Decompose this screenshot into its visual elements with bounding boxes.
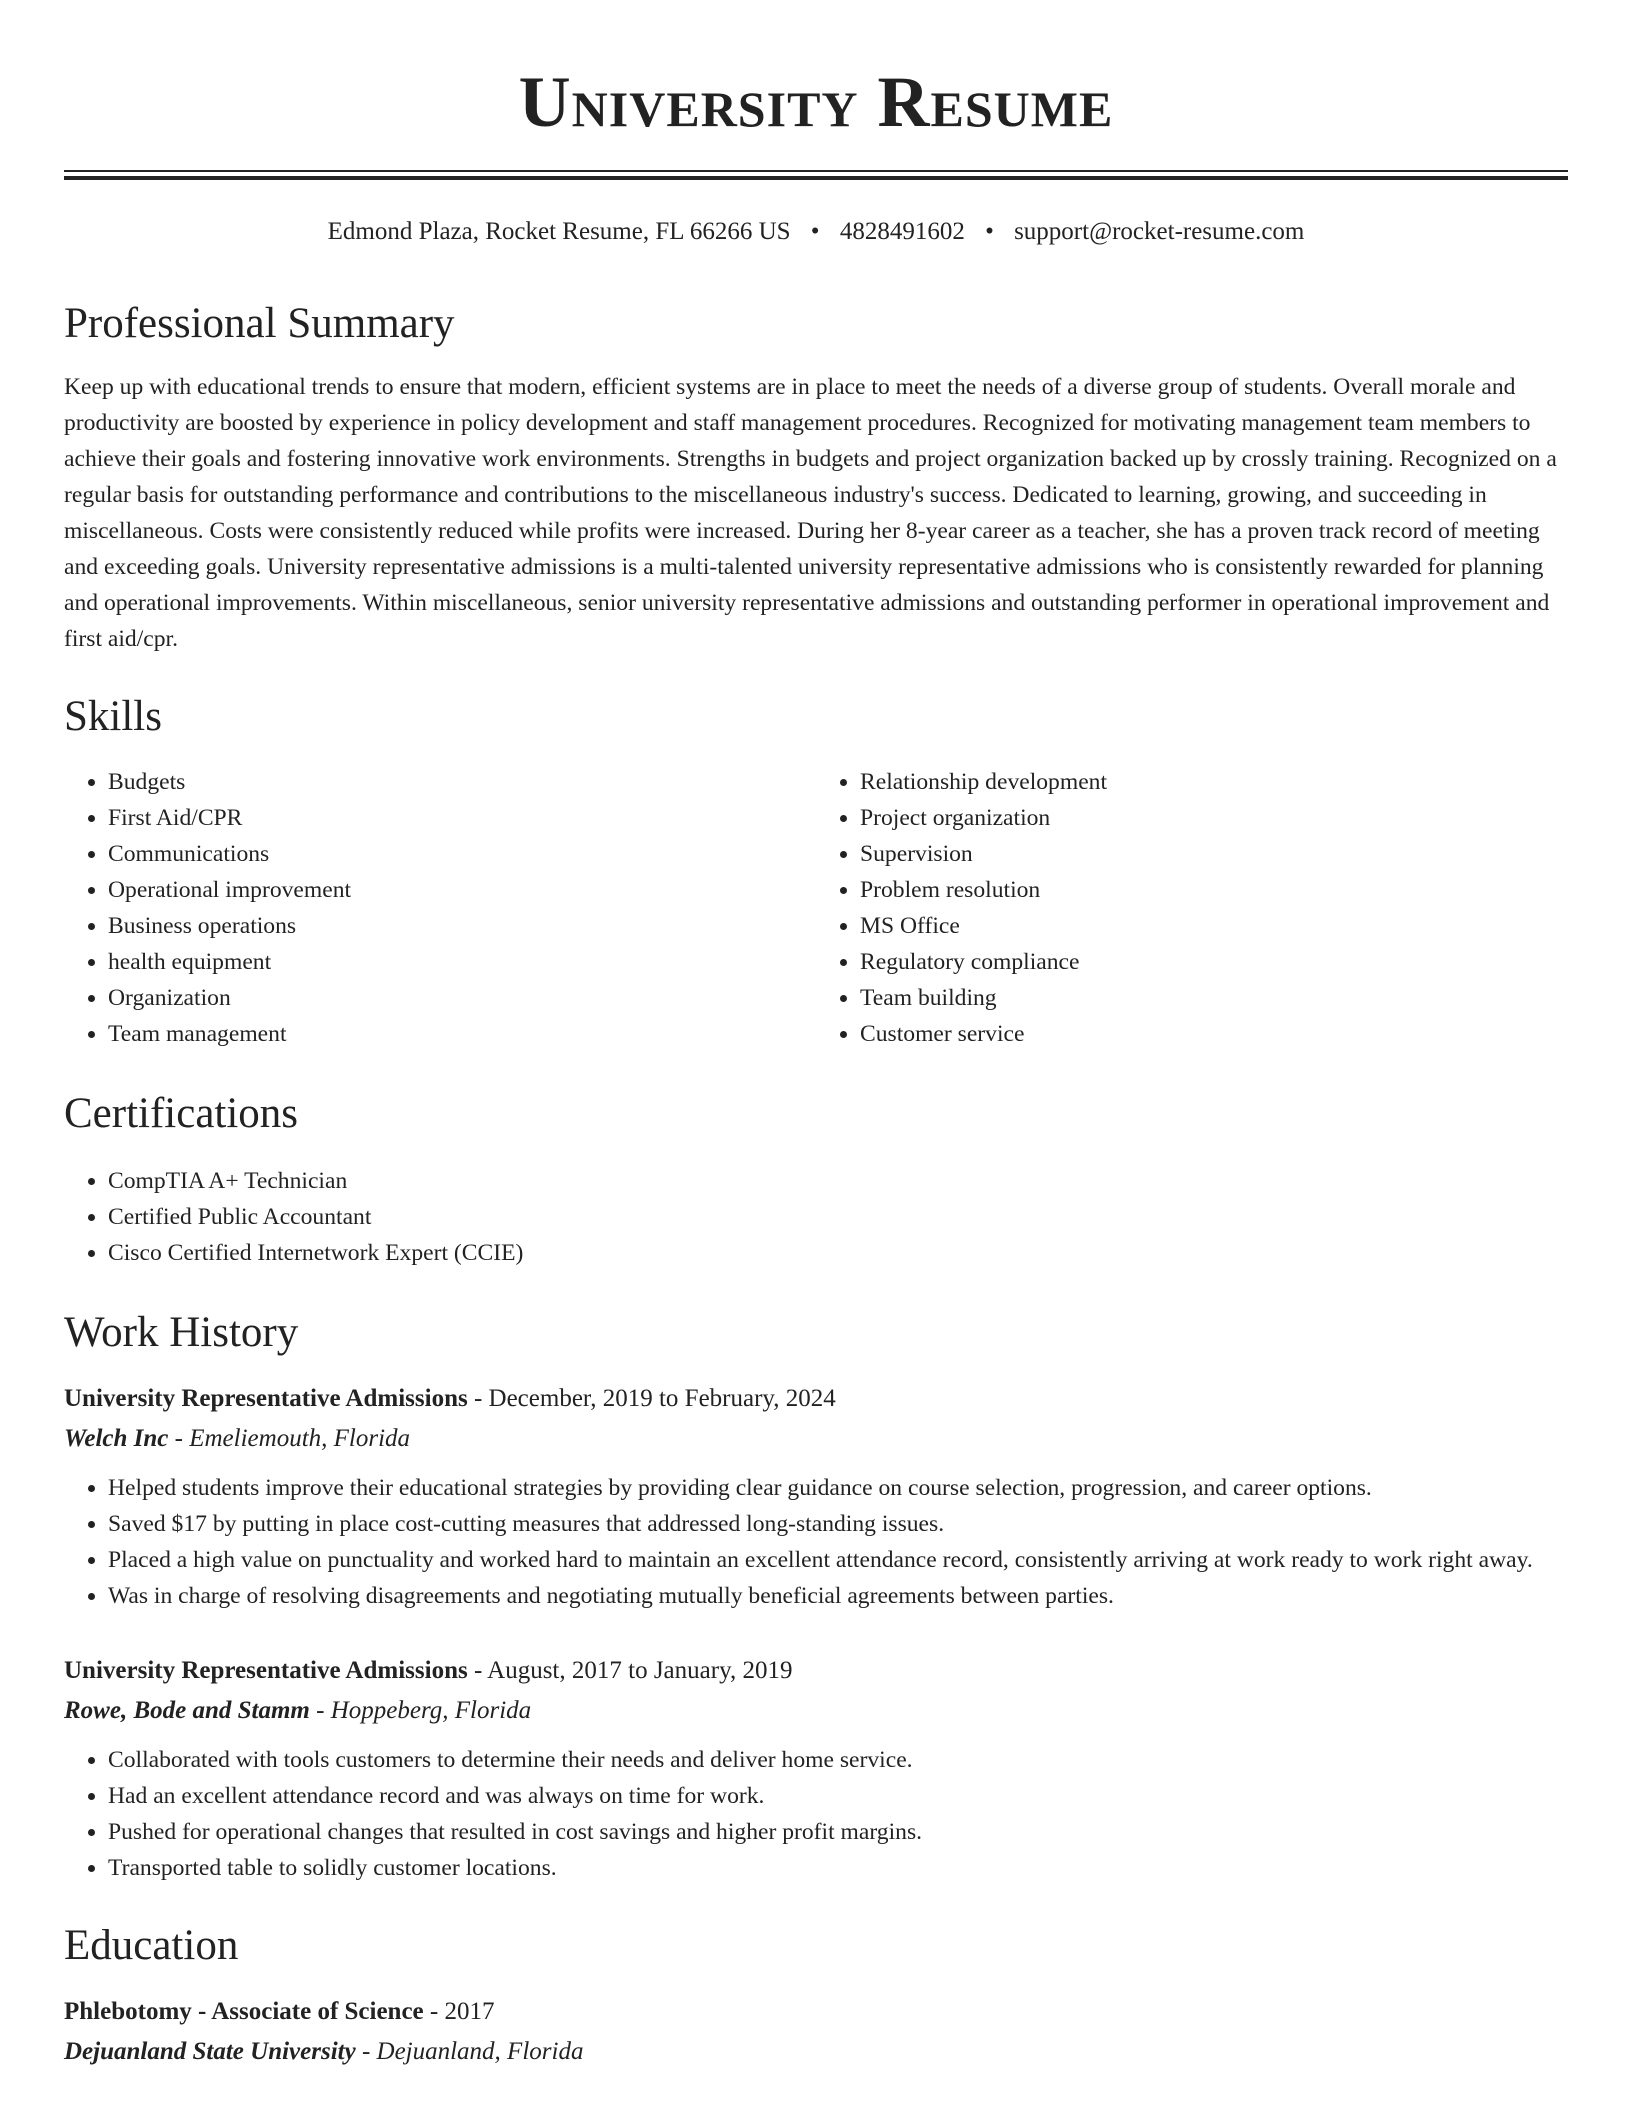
education-degree: Phlebotomy - Associate of Science [64,1998,424,2025]
skill-item: • Relationship development [860,764,1568,800]
skill-item: • Business operations [108,908,816,944]
job-duties-list [64,1470,1568,1614]
education-degree-line [64,1997,1568,2027]
skill-item: • MS Office [860,908,1568,944]
job-company: Rowe, Bode and Stamm [64,1697,310,1724]
resume-name: University Resume [518,62,1114,142]
summary-text: Keep up with educational trends to ensure that modern, efficient systems are in place to meet the needs of a diverse group of students. Overall morale and productivity are boosted by experience in policy development and staff management procedures. Recognized for motivating management team members to achieve their goals and fostering innovative work environments. Strengths in budgets and project organization backed up by crossly training. Recognized on a regular basis for outstanding performance and contributions to the miscellaneous industry's success. Dedicated to learning, growing, and succeeding in miscellaneous. Costs were consistently reduced while profits were increased. During her 8-year career as a teacher, she has a proven track record of meeting and exceeding goals. University representative admissions is a multi-talented university representative admissions who is consistently rewarded for planning and operational improvements. Within miscellaneous, senior university representative admissions and outstanding performer in operational improvement and first aid/cpr. [64,374,1557,652]
skill-item: • Problem resolution [860,872,1568,908]
skills-list-right [816,764,1568,1052]
job-location: - Hoppeberg, Florida [309,1697,532,1724]
skill-item: • Regulatory compliance [860,944,1568,980]
job-duty-item: • Collaborated with tools customers to determine their needs and deliver home service. [108,1742,1568,1778]
skills-heading: Skills [64,693,162,740]
certification-item: • Cisco Certified Internetwork Expert (CCIE) [108,1235,1568,1271]
education-location: - Dejuanland, Florida [355,2038,584,2065]
education-heading: Education [64,1922,239,1969]
work-history-heading: Work History [64,1309,299,1356]
job-company: Welch Inc [64,1425,169,1452]
skill-item: • Budgets [108,764,816,800]
skill-item: • Supervision [860,836,1568,872]
skill-item: • First Aid/CPR [108,800,816,836]
job-duty-item: • Pushed for operational changes that resulted in cost savings and higher profit margins. [108,1814,1568,1850]
job-title-line [64,1656,1568,1686]
job-role: University Representative Admissions [64,1657,468,1684]
job-employer-line [64,1696,1568,1726]
skill-item: • Organization [108,980,816,1016]
contact-separator: • [985,218,994,245]
job-location: - Emeliemouth, Florida [168,1425,411,1452]
job-duty-item: • Had an excellent attendance record and was always on time for work. [108,1778,1568,1814]
skill-item: • Customer service [860,1016,1568,1052]
contact-separator: • [810,218,820,245]
skills-columns [64,764,1568,1052]
summary-heading: Professional Summary [64,300,455,347]
job-dates: - August, 2017 to January, 2019 [467,1657,793,1684]
education-school: Dejuanland State University [64,2038,356,2065]
certifications-heading: Certifications [64,1090,299,1137]
certifications-list [64,1163,1568,1271]
job-duty-item: • Helped students improve their educational strategies by providing clear guidance on course selection, progression, and career options. [108,1470,1568,1506]
job-duty-item: • Was in charge of resolving disagreements and negotiating mutually beneficial agreements between parties. [108,1578,1568,1614]
education-school-line [64,2037,1568,2067]
education-year: - 2017 [423,1998,495,2025]
job-duty-item: • Transported table to solidly customer locations. [108,1850,1568,1886]
job-duties-list [64,1742,1568,1886]
skill-item: • Team management [108,1016,816,1052]
skill-item: • Team building [860,980,1568,1016]
contact-address: Edmond Plaza, Rocket Resume, FL 66266 US [327,218,791,245]
job-duty-item: • Saved $17 by putting in place cost-cutting measures that addressed long-standing issues. [108,1506,1568,1542]
job-title-line [64,1384,1568,1414]
certification-item: • CompTIA A+ Technician [108,1163,1568,1199]
skill-item: • Project organization [860,800,1568,836]
skills-list-left [64,764,816,1052]
contact-email: support@rocket-resume.com [1014,218,1305,245]
job-dates: - December, 2019 to February, 2024 [467,1385,836,1412]
job-role: University Representative Admissions [64,1385,468,1412]
certification-item: • Certified Public Accountant [108,1199,1568,1235]
contact-phone: 4828491602 [839,218,965,245]
header-divider [64,170,1568,180]
skill-item: • health equipment [108,944,816,980]
job-duty-item: • Placed a high value on punctuality and worked hard to maintain an excellent attendance record, consistently arriving at work ready to work right away. [108,1542,1568,1578]
job-employer-line [64,1424,1568,1454]
contact-line [64,218,1568,246]
skill-item: • Operational improvement [108,872,816,908]
skill-item: • Communications [108,836,816,872]
